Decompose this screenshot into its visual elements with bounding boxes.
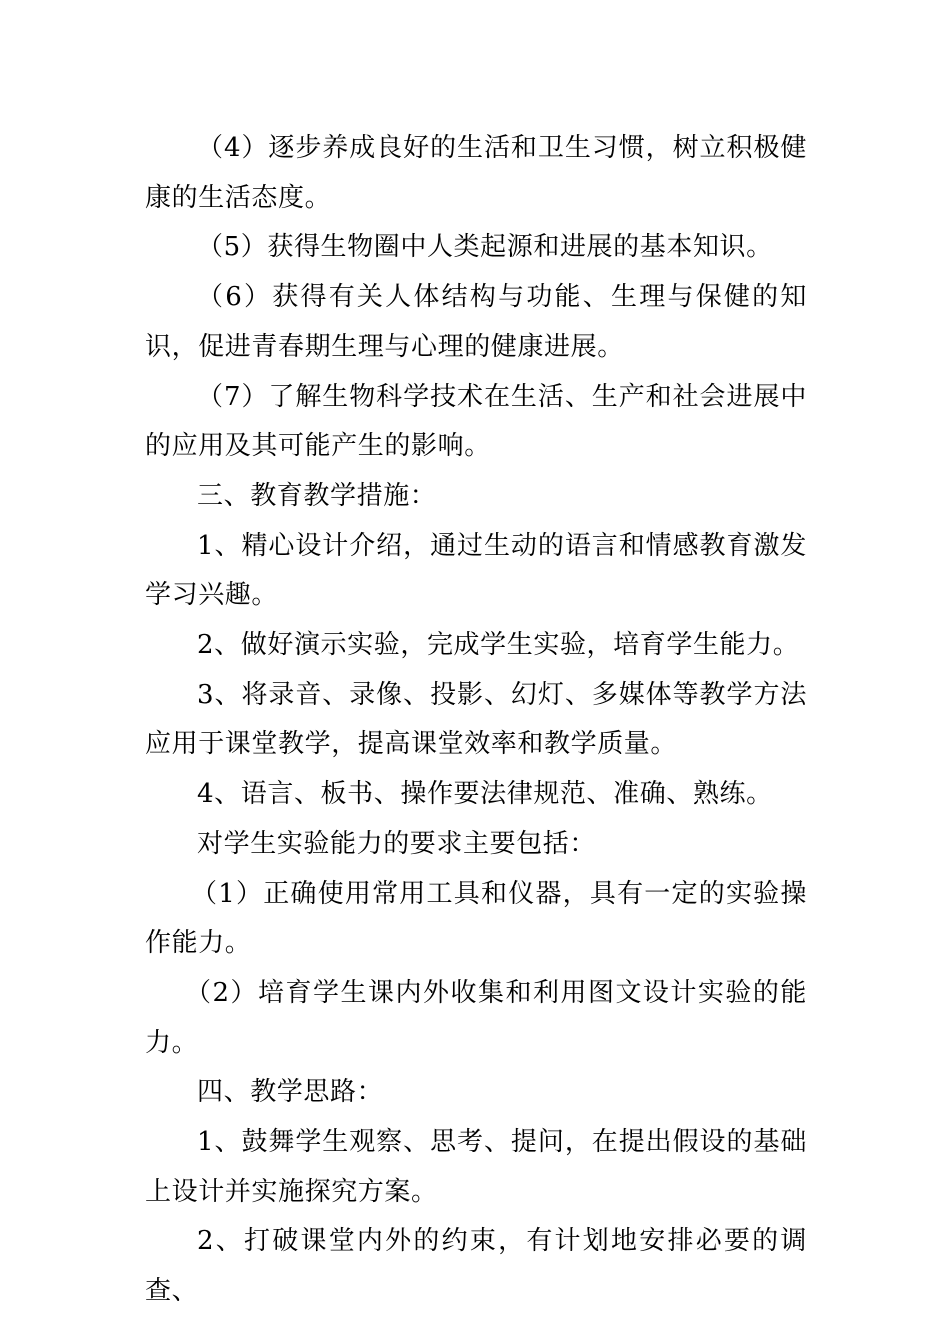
paragraph-experiment-requirements: 对学生实验能力的要求主要包括：: [197, 828, 597, 859]
paragraph-measure-1: 1、精心设计介绍，通过生动的语言和情感教育激发学习兴趣。: [145, 530, 807, 611]
section-heading-teaching-approach: 四、教学思路：: [197, 1077, 384, 1108]
paragraph-measure-4: 4、语言、板书、操作要法律规范、准确、熟练。: [197, 779, 773, 810]
section-heading-teaching-measures: 三、教育教学措施：: [197, 480, 437, 511]
document-body: [145, 124, 807, 1317]
paragraph-objective-4: （4）逐步养成良好的生活和卫生习惯，树立积极健康的生活态度。: [145, 133, 807, 213]
paragraph-measure-3: 3、将录音、录像、投影、幻灯、多媒体等教学方法应用于课堂教学，提高课堂效率和教学质量。: [145, 679, 807, 760]
paragraph-approach-2: 2、打破课堂内外的约束，有计划地安排必要的调查、: [145, 1226, 807, 1307]
paragraph-approach-1: 1、鼓舞学生观察、思考、提问，在提出假设的基础上设计并实施探究方案。: [145, 1127, 807, 1207]
paragraph-objective-6: （6）获得有关人体结构与功能、生理与保健的知识，促进青春期生理与心理的健康进展。: [145, 282, 807, 362]
paragraph-objective-5: （5）获得生物圈中人类起源和进展的基本知识。: [197, 232, 773, 263]
paragraph-requirement-1: （1）正确使用常用工具和仪器，具有一定的实验操作能力。: [145, 878, 807, 959]
paragraph-requirement-2: （2）培育学生课内外收集和利用图文设计实验的能力。: [145, 977, 807, 1058]
paragraph-measure-2: 2、做好演示实验，完成学生实验，培育学生能力。: [197, 630, 800, 661]
paragraph-objective-7: （7）了解生物科学技术在生活、生产和社会进展中的应用及其可能产生的影响。: [145, 381, 807, 462]
